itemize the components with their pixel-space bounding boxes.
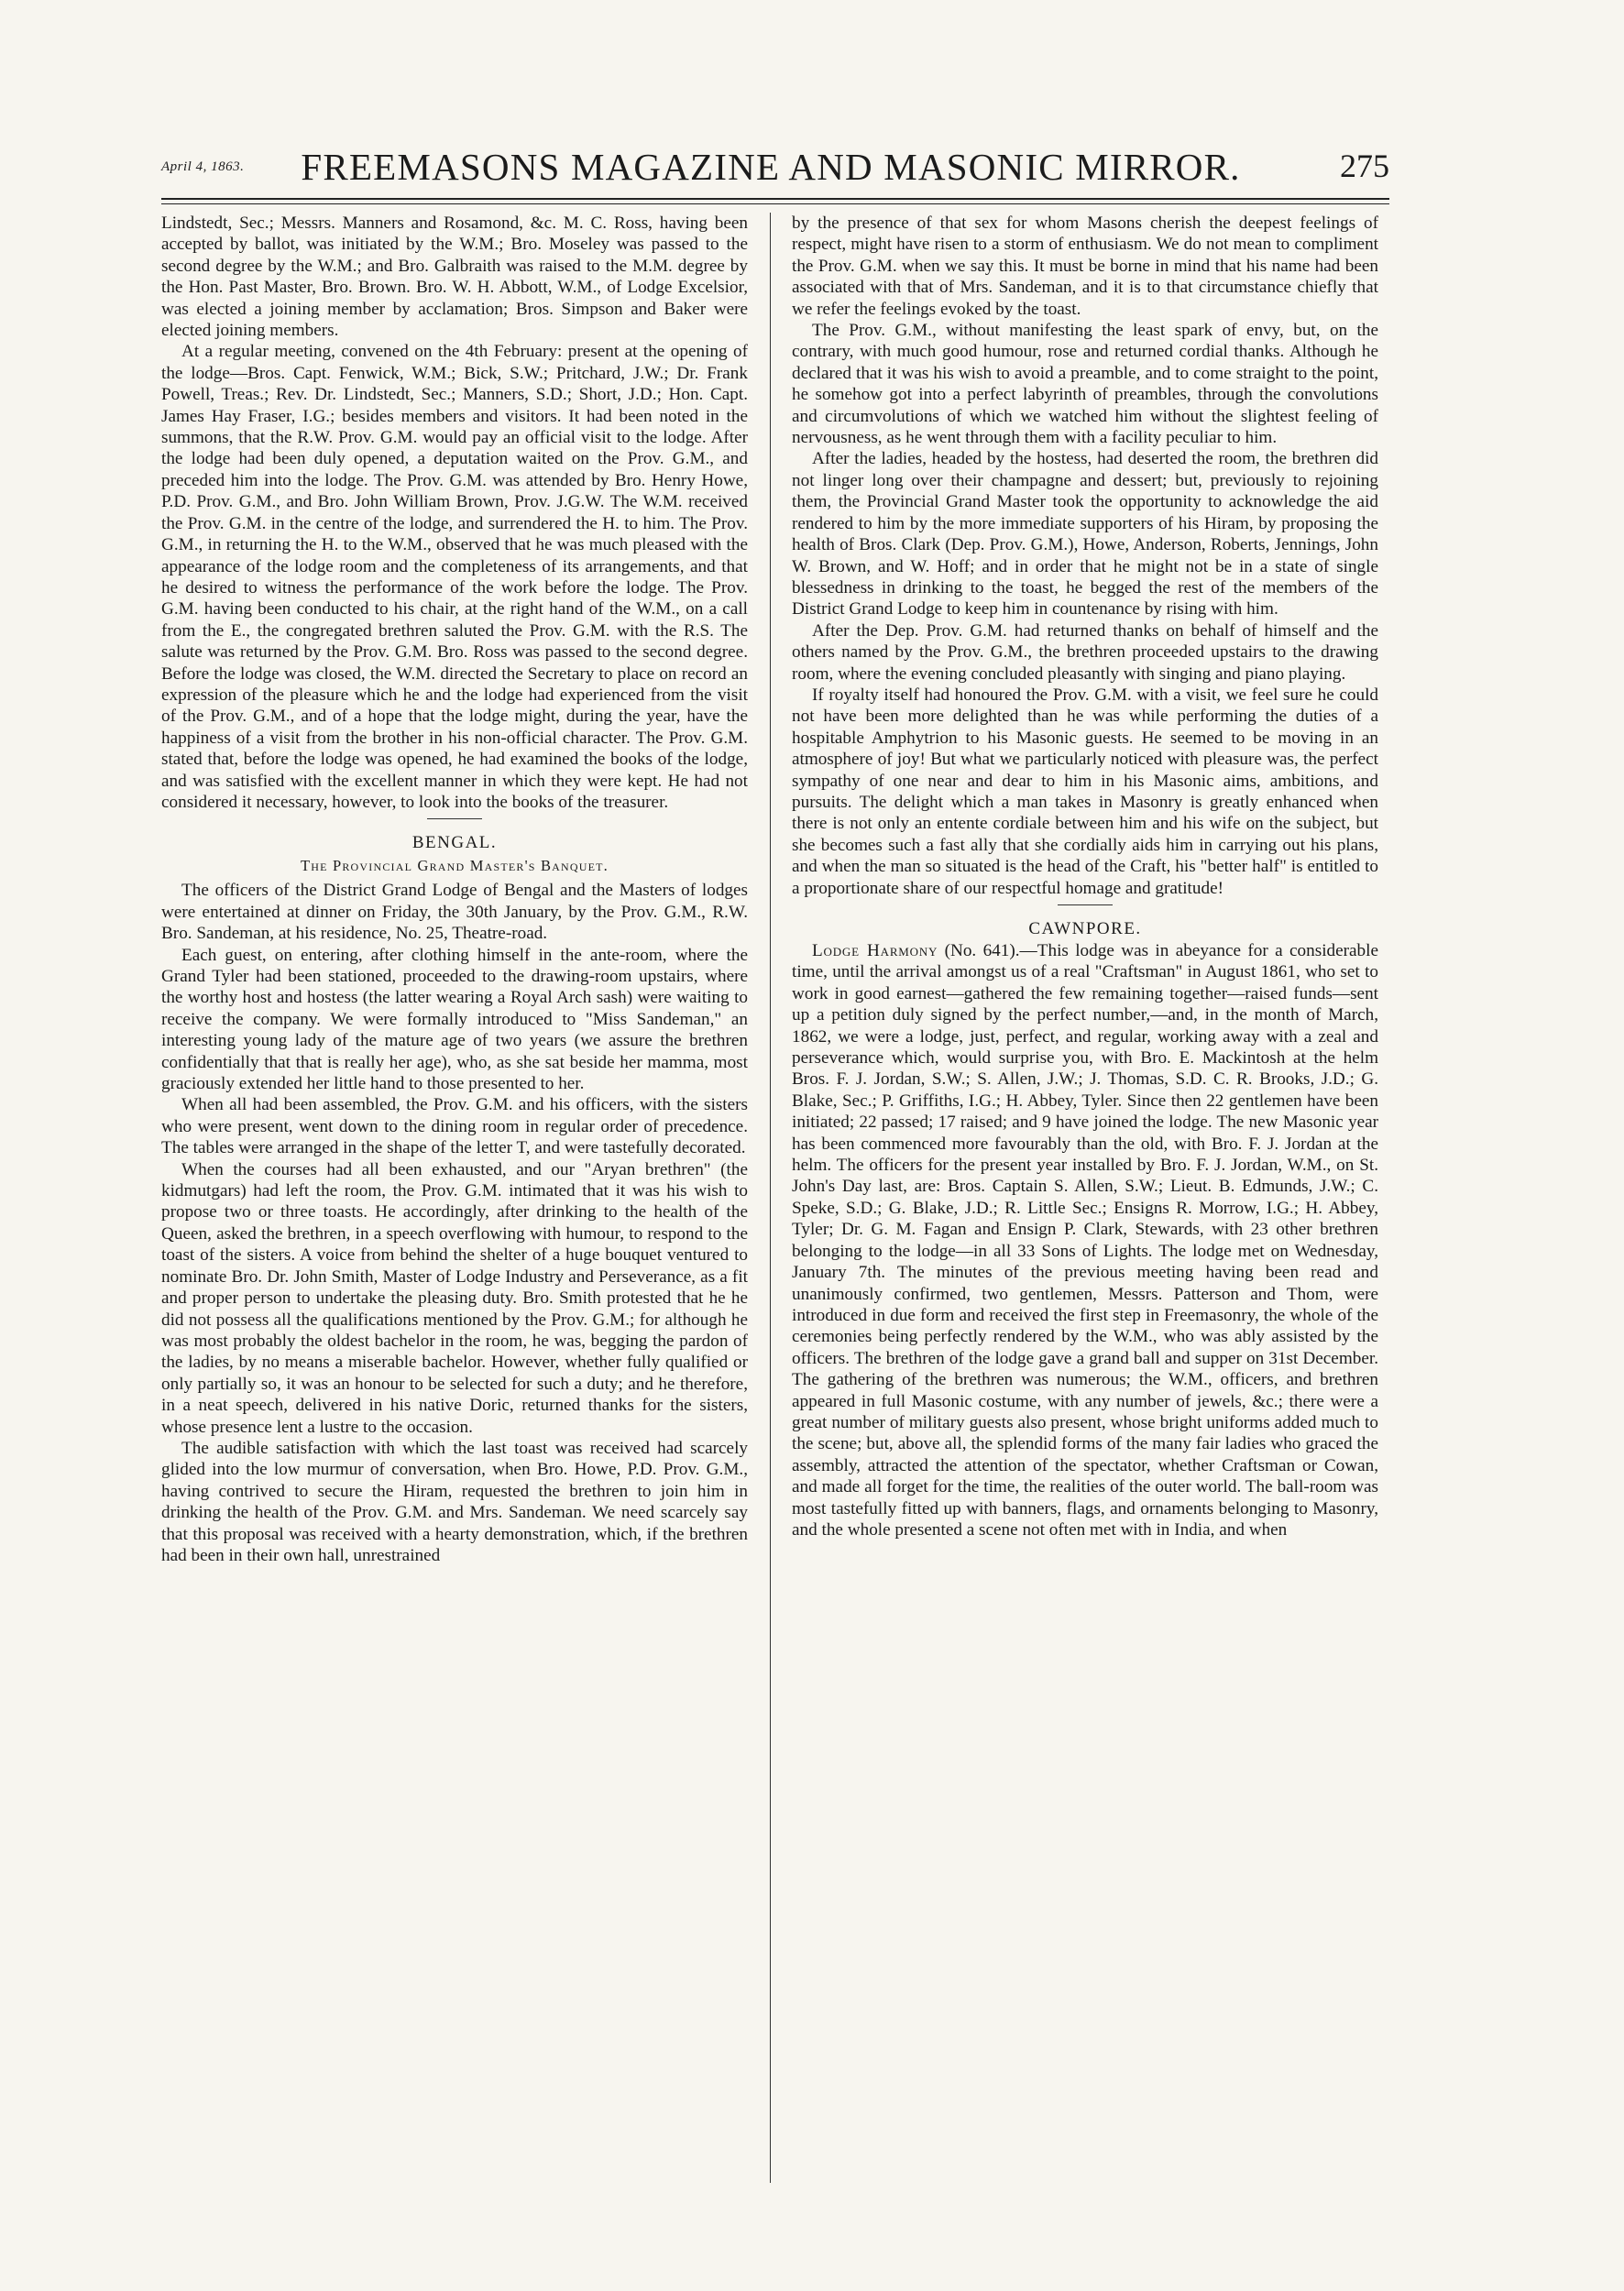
page-number: 275 — [1340, 148, 1389, 184]
section-heading-cawnpore: CAWNPORE. — [1028, 919, 1142, 938]
section-divider — [427, 818, 482, 819]
paragraph: Each guest, on entering, after clothing himself in the ante-room, where the Grand Tyler had been stationed, proceeded to the drawing-room upstairs, where the worthy host and hostess (the latter wearing a Royal Arch sash) were waiting to receive the company. We were formally introduced to "Miss Sandeman," an interesting young lady of the mature age of two years (we assure the brethren confidentially that that is really her age), who, as she sat beside her mamma, most graciously extended her little hand to those presented to her. — [161, 945, 748, 1094]
paragraph: Lindstedt, Sec.; Messrs. Manners and Rosamond, &c. M. C. Ross, having been accepted by ballot, was initiated by the W.M.; Bro. Moseley was passed to the second degree by the W.M.; and Bro. Galbraith was raised to the M.M. degree by the Hon. Past Master, Bro. Brown. Bro. W. H. Abbott, W.M., of Lodge Excelsior, was elected a joining member by acclamation; Bros. Simpson and Baker were elected joining members. — [161, 214, 748, 341]
running-head — [161, 128, 1389, 192]
right-column — [792, 213, 1378, 2210]
publication-title: FREEMASONS MAGAZINE AND MASONIC MIRROR. — [301, 146, 1241, 188]
left-column — [161, 213, 748, 2210]
column-divider — [770, 213, 771, 2183]
paragraph: When the courses had all been exhausted, and our "Aryan brethren" (the kidmutgars) had left the room, the Prov. G.M. intimated that it was his wish to propose two or three toasts. He accordingly, after drinking to the health of the Queen, asked the brethren, in a speech overflowing with humour, to respond to the toast of the sisters. A voice from behind the shelter of a huge bouquet ventured to nominate Bro. Dr. John Smith, Master of Lodge Industry and Perseverance, as a fit and proper person to undertake the pleasing duty. Bro. Smith protested that he he did not possess all the qualifications mentioned by the Prov. G.M.; for although he was most probably the oldest bachelor in the room, he was, begging the pardon of the ladies, by no means a miserable bachelor. However, whether fully qualified or only partially so, it was an honour to be selected for such a duty; and he therefore, in a neat speech, delivered in his native Doric, returned thanks for the sisters, whose presence lent a lustre to the occasion. — [161, 1159, 748, 1437]
header-rule-thin — [161, 203, 1389, 204]
paragraph: After the ladies, headed by the hostess, had deserted the room, the brethren did not linger long over their champagne and dessert; but, previously to rejoining them, the Provincial Grand Master took the opportunity to acknowledge the aid rendered to him by the more immediate supporters of his Hiram, by proposing the health of Bros. Clark (Dep. Prov. G.M.), Howe, Anderson, Roberts, Jennings, John W. Brown, and W. Hoff; and in order that he might not be in a state of single blessedness in drinking to the toast, he begged the rest of the members of the District Grand Lodge to keep him in countenance by rising with him. — [792, 449, 1378, 619]
paragraph-text: (No. 641).—This lodge was in abeyance for a considerable time, until the arrival amongst us of a real "Craftsman" in August 1861, who set to work in good earnest—gathered the few remaining together—raised funds—sent up a petition duly signed by the perfect number,—and, in the month of March, 1862, we were a lodge, just, perfect, and regular, working away with a zeal and perseverance which, would surprise you, with Bro. E. Mackintosh at the helm Bros. F. J. Jordan, S.W.; S. Allen, J.W.; J. Thomas, S.D. C. R. Brooks, J.D.; G. Blake, Sec.; P. Griffiths, I.G.; H. Abbey, Tyler. Since then 22 gentlemen have been initiated; 22 passed; 17 raised; and 9 have joined the lodge. The new Masonic year has been commenced more favourably than the old, with Bro. F. J. Jordan at the helm. The officers for the present year installed by Bro. F. J. Jordan, W.M., on St. John's Day last, are: Bros. Captain S. Allen, S.W.; Lieut. B. Edmunds, J.W.; C. Speke, S.D.; G. Blake, J.D.; R. Little Sec.; Ensigns R. Morrow, I.G.; H. Abbey, Tyler; Dr. G. M. Fagan and Ensign P. Clark, Stewards, with 23 other brethren belonging to the lodge—in all 33 Sons of Lights. The lodge met on Wednesday, January 7th. The minutes of the previous meeting having been read and unanimously confirmed, two gentlemen, Messrs. Patterson and Thom, were introduced in due form and received the first step in Freemasonry, the whole of the ceremonies being perfectly rendered by the W.M., who was ably assisted by the officers. The brethren of the lodge gave a grand ball and supper on 31st December. The gathering of the brethren was numerous; the W.M., officers, and brethren appeared in full Masonic costume, with any number of jewels, &c.; there were a great number of military guests also present, whose bright uniforms added much to the scene; but, above all, the splendid forms of the many fair ladies who graced the assembly, attracted the attention of the spectator, whether Craftsman or Cowan, and made all forget for the time, the realities of the outer world. The ball-room was most tastefully fitted up with banners, flags, and ornaments belonging to Masonry, and the whole presented a scene not often met with in India, and when — [792, 941, 1378, 1540]
paragraph: After the Dep. Prov. G.M. had returned thanks on behalf of himself and the others named by the Prov. G.M., the brethren proceeded upstairs to the drawing room, where the evening concluded pleasantly with singing and piano playing. — [792, 620, 1378, 684]
paragraph: When all had been assembled, the Prov. G.M. and his officers, with the sisters who were present, went down to the dining room in regular order of precedence. The tables were arranged in the shape of the letter T, and were tastefully decorated. — [161, 1095, 748, 1158]
paragraph-lodge-harmony — [792, 940, 1378, 1540]
paragraph: The Prov. G.M., without manifesting the least spark of envy, but, on the contrary, with much good humour, rose and returned cordial thanks. Although he declared that it was his wish to avoid a preamble, and to come straight to the point, he somehow got into a perfect labyrinth of preambles, through the convolutions and circumvolutions of which we watched him without the slightest feeling of nervousness, as he went through them with a facility peculiar to him. — [792, 321, 1378, 448]
section-divider — [1058, 904, 1113, 905]
issue-date: April 4, 1863. — [161, 159, 245, 174]
paragraph: At a regular meeting, convened on the 4th February: present at the opening of the lodge—Bros. Capt. Fenwick, W.M.; Bick, S.W.; Pritchard, J.W.; Dr. Frank Powell, Treas.; Rev. Dr. Lindstedt, Sec.; Manners, S.D.; Short, J.D.; Hon. Capt. James Hay Fraser, I.G.; besides members and visitors. It had been noted in the summons, that the R.W. Prov. G.M. would pay an official visit to the lodge. After the lodge had been duly opened, a deputation waited on the Prov. G.M., and preceded him into the lodge. The Prov. G.M. was attended by Bro. Henry Howe, P.D. Prov. G.M., and Bro. John William Brown, Prov. J.G.W. The W.M. received the Prov. G.M. in the centre of the lodge, and surrendered the H. to him. The Prov. G.M., in returning the H. to the W.M., observed that he was much pleased with the appearance of the lodge room and the completeness of its arrangements, and that he desired to witness the performance of the work before the lodge. The Prov. G.M. having been conducted to his chair, at the right hand of the W.M., on a call from the E., the congregated brethren saluted the Prov. G.M. with the R.S. The salute was returned by the Prov. G.M. Bro. Ross was passed to the second degree. Before the lodge was closed, the W.M. directed the Secretary to place on record an expression of the pleasure which he and the lodge had experienced from the visit of the Prov. G.M., and of a hope that the lodge might, during the year, have the happiness of a visit from the brother in his non-official character. The Prov. G.M. stated that, before the lodge was opened, he had examined the books of the lodge, and was satisfied with the excellent manner in which they were kept. He had not considered it necessary, however, to look into the books of the treasurer. — [161, 342, 748, 812]
subheading-banquet: The Provincial Grand Master's Banquet. — [300, 857, 609, 875]
paragraph: The officers of the District Grand Lodge of Bengal and the Masters of lodges were entertained at dinner on Friday, the 30th January, by the Prov. G.M., R.W. Bro. Sandeman, at his residence, No. 25, Theatre-road. — [161, 881, 748, 944]
lodge-name: Lodge Harmony — [812, 941, 938, 960]
paragraph: The audible satisfaction with which the last toast was received had scarcely glided into the low murmur of conversation, when Bro. Howe, P.D. Prov. G.M., having contrived to secure the Hiram, requested the brethren to join him in drinking the health of the Prov. G.M. and Mrs. Sandeman. We need scarcely say that this proposal was received with a hearty demonstration, which, if the brethren had been in their own hall, unrestrained — [161, 1438, 748, 1565]
section-heading-bengal: BENGAL. — [411, 833, 498, 853]
header-rule-thick — [161, 198, 1389, 200]
paragraph: If royalty itself had honoured the Prov. G.M. with a visit, we feel sure he could not have been more delighted than he was while performing the duties of a hospitable Amphytrion to his Masonic guests. He seemed to be moving in an atmosphere of joy! But what we particularly noticed with pleasure was, the perfect sympathy of one near and dear to him in his Masonic aims, ambitions, and pursuits. The delight which a man takes in Masonry is greatly enhanced when there is not only an entente cordiale between him and his wife on the subject, but she becomes such a fast ally that she cordially aids him in carrying out his plans, and when the man so situated is the head of the Craft, his "better half" is entitled to a proportionate share of our respectful homage and gratitude! — [792, 685, 1378, 898]
paragraph: by the presence of that sex for whom Masons cherish the deepest feelings of respect, might have risen to a storm of enthusiasm. We do not mean to compliment the Prov. G.M. when we say this. It must be borne in mind that his name had been associated with that of Mrs. Sandeman, and it is to that circumstance chiefly that we refer the feelings evoked by the toast. — [792, 214, 1378, 319]
